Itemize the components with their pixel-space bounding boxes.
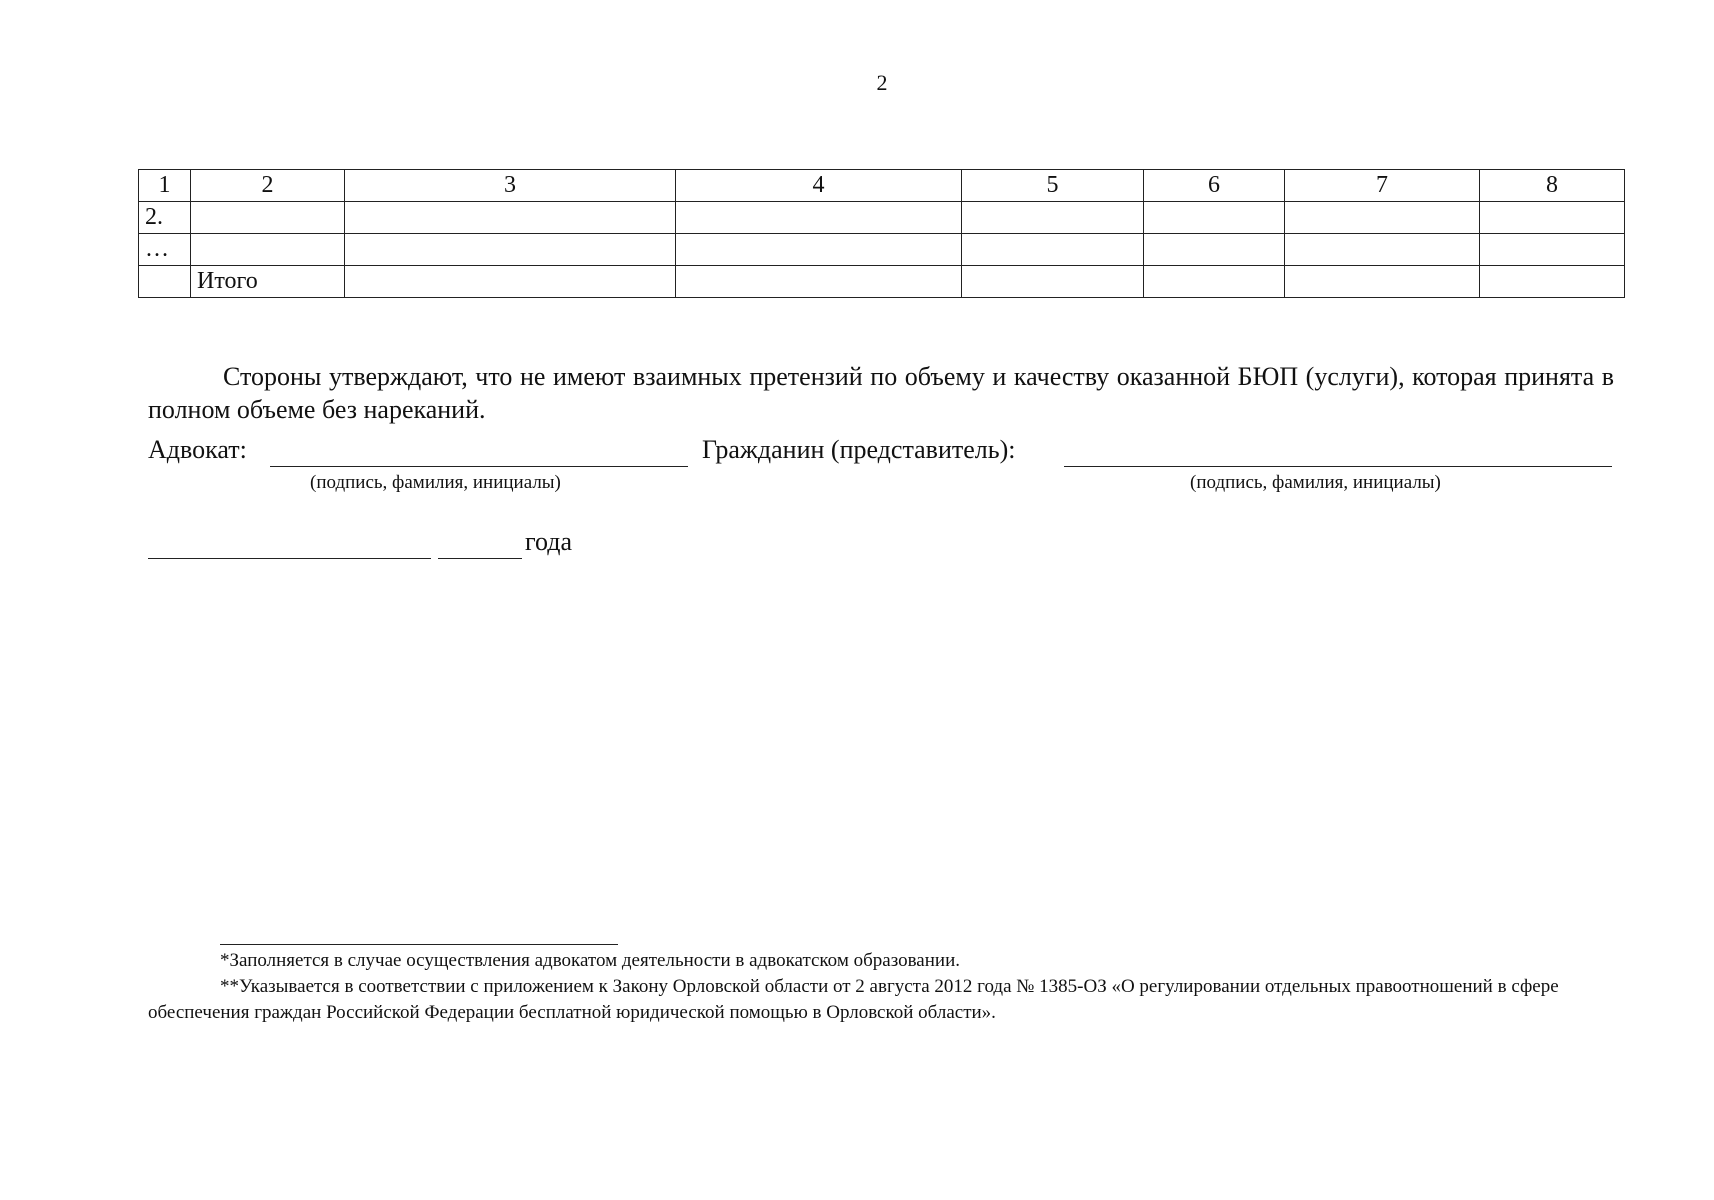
table-row (139, 234, 1625, 266)
table-cell (1480, 202, 1625, 234)
footnote: *Заполняется в случае осуществления адвокатом деятельности в адвокатском образовании. (220, 950, 960, 971)
table-cell (676, 234, 962, 266)
table-cell: … (139, 234, 191, 266)
citizen-label: Гражданин (представитель): (702, 435, 1016, 464)
table-cell: 2. (139, 202, 191, 234)
table-header-cell: 2 (191, 170, 345, 202)
date-year-line[interactable] (438, 558, 522, 559)
table-header-row (139, 170, 1625, 202)
table-cell (676, 202, 962, 234)
table-total-row (139, 266, 1625, 298)
advocate-signature-caption: (подпись, фамилия, инициалы) (310, 472, 561, 493)
table-cell (1144, 202, 1285, 234)
date-suffix: года (525, 527, 573, 556)
table-cell (1285, 234, 1480, 266)
table-cell (962, 234, 1144, 266)
table-cell (962, 202, 1144, 234)
table-total-label: Итого (191, 266, 345, 298)
table-cell (1144, 266, 1285, 298)
table-cell (1285, 266, 1480, 298)
table-cell (191, 234, 345, 266)
table-header-cell: 4 (676, 170, 962, 202)
statement-paragraph: Стороны утверждают, что не имеют взаимных претензий по объему и качеству оказанной БЮП (услуги), которая принята в полном объеме без нареканий. (148, 362, 1614, 424)
table-cell (962, 266, 1144, 298)
table-header-cell: 6 (1144, 170, 1285, 202)
table-header-cell: 7 (1285, 170, 1480, 202)
table-row (139, 202, 1625, 234)
table-header-cell: 5 (962, 170, 1144, 202)
services-table (138, 169, 1625, 298)
page-number: 2 (876, 70, 888, 95)
advocate-signature-line[interactable] (270, 466, 688, 467)
table-header-cell: 8 (1480, 170, 1625, 202)
footnote: **Указывается в соответствии с приложением к Закону Орловской области от 2 августа 2012 года № 1385-ОЗ «О регулировании отдельных правоотношений в сфере обеспечения граждан Российской Федерации бесплатной юридической помощью в Орловской области». (148, 976, 1559, 1023)
table-cell (1285, 202, 1480, 234)
advocate-label: Адвокат: (148, 435, 247, 464)
table-cell (191, 202, 345, 234)
table-cell (1480, 234, 1625, 266)
table-cell (345, 202, 676, 234)
table-cell (345, 234, 676, 266)
table-header-cell: 1 (139, 170, 191, 202)
table-cell (345, 266, 676, 298)
date-day-month-line[interactable] (148, 558, 431, 559)
table-cell (139, 266, 191, 298)
table-header-cell: 3 (345, 170, 676, 202)
table-cell (1480, 266, 1625, 298)
footnote-divider (220, 944, 618, 945)
table-cell (1144, 234, 1285, 266)
table-cell (676, 266, 962, 298)
citizen-signature-line[interactable] (1064, 466, 1612, 467)
citizen-signature-caption: (подпись, фамилия, инициалы) (1190, 472, 1441, 493)
footnotes (148, 948, 1578, 1026)
